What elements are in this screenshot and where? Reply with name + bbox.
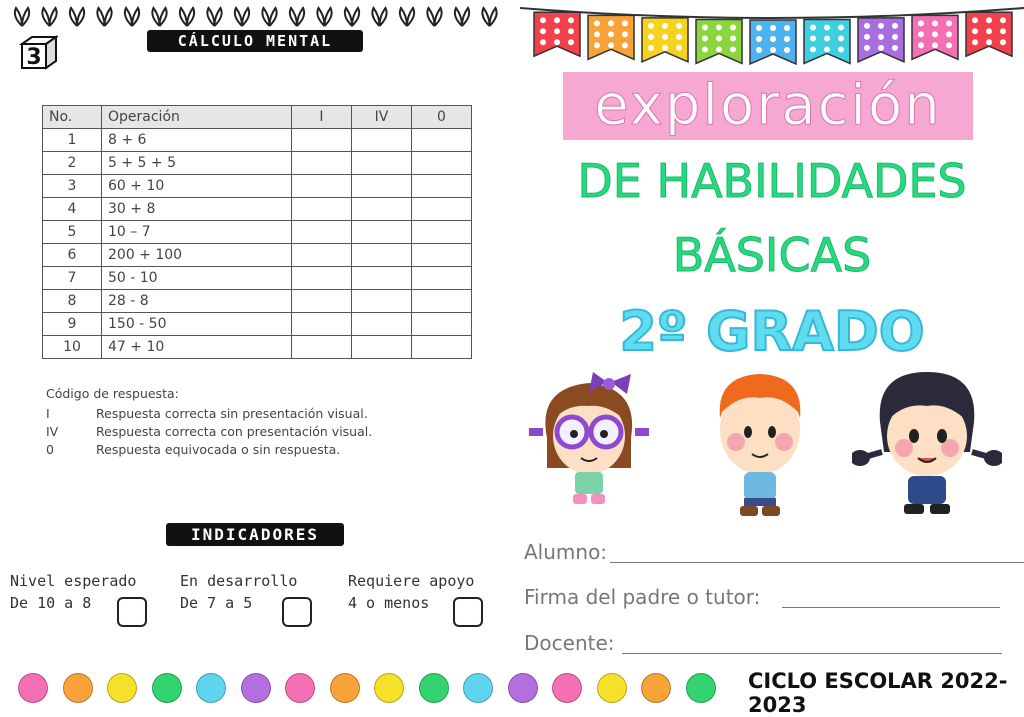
color-dot	[419, 673, 449, 703]
leaf-border-decoration	[10, 4, 500, 30]
answer-cell-0[interactable]	[412, 221, 472, 244]
color-dot	[107, 673, 137, 703]
leaf-sprig-icon	[290, 8, 304, 26]
parent-signature-line[interactable]	[782, 589, 1000, 608]
answer-cell-iv[interactable]	[352, 244, 412, 267]
answer-cell-iv[interactable]	[352, 175, 412, 198]
bunting-flag	[642, 18, 688, 62]
answer-cell-i[interactable]	[292, 244, 352, 267]
color-dot	[241, 673, 271, 703]
leaf-sprig-icon	[125, 8, 139, 26]
header-code-i: I	[292, 106, 352, 129]
color-dot	[18, 673, 48, 703]
leaf-sprig-icon	[42, 8, 56, 26]
answer-cell-iv[interactable]	[352, 221, 412, 244]
answer-cell-i[interactable]	[292, 221, 352, 244]
operation-cell: 30 + 8	[102, 198, 292, 221]
leaf-sprig-icon	[317, 8, 331, 26]
operation-cell: 10 – 7	[102, 221, 292, 244]
teacher-field[interactable]	[524, 631, 615, 655]
table-row	[43, 267, 472, 290]
grade-title: 2º GRADO	[619, 300, 925, 363]
header-code-iv: IV	[352, 106, 412, 129]
row-number-cell: 1	[43, 129, 102, 152]
leaf-sprig-icon	[455, 8, 469, 26]
indicator-label: En desarrollo	[180, 572, 298, 590]
answer-cell-iv[interactable]	[352, 313, 412, 336]
leaf-sprig-icon	[372, 8, 386, 26]
table-row	[43, 336, 472, 359]
answer-cell-iv[interactable]	[352, 267, 412, 290]
table-row	[43, 152, 472, 175]
teacher-label: Docente:	[524, 631, 615, 655]
color-dot	[463, 673, 493, 703]
bunting-flag	[858, 18, 904, 62]
row-number-cell: 6	[43, 244, 102, 267]
leaf-sprig-icon	[207, 8, 221, 26]
girl-with-pigtails-illustration	[852, 362, 1002, 518]
table-row	[43, 244, 472, 267]
operation-cell: 200 + 100	[102, 244, 292, 267]
answer-cell-i[interactable]	[292, 290, 352, 313]
answer-cell-0[interactable]	[412, 198, 472, 221]
exploration-title-box	[563, 72, 973, 140]
bunting-banner-decoration	[520, 0, 1024, 70]
row-number-cell: 3	[43, 175, 102, 198]
legend-row	[46, 404, 372, 424]
indicator-expected-checkbox[interactable]	[117, 597, 147, 627]
legend-code: I	[46, 406, 50, 421]
answer-cell-0[interactable]	[412, 267, 472, 290]
color-dot	[285, 673, 315, 703]
student-name-line[interactable]	[610, 544, 1024, 563]
operation-cell: 47 + 10	[102, 336, 292, 359]
color-dot	[641, 673, 671, 703]
table-row	[43, 175, 472, 198]
operation-cell: 50 - 10	[102, 267, 292, 290]
answer-cell-iv[interactable]	[352, 290, 412, 313]
leaf-sprig-icon	[262, 8, 276, 26]
legend-text: Respuesta correcta sin presentación visual.	[96, 406, 368, 421]
color-dot	[597, 673, 627, 703]
answer-cell-i[interactable]	[292, 198, 352, 221]
leaf-sprig-icon	[152, 8, 166, 26]
answer-cell-iv[interactable]	[352, 336, 412, 359]
answer-cell-i[interactable]	[292, 129, 352, 152]
girl-with-glasses-illustration	[527, 368, 652, 508]
bunting-flag	[750, 20, 796, 64]
legend-text: Respuesta equivocada o sin respuesta.	[96, 442, 341, 457]
basic-title-line: BÁSICAS	[672, 228, 872, 282]
operations-table	[42, 105, 472, 359]
header-no: No.	[43, 106, 102, 129]
color-dot	[508, 673, 538, 703]
leaf-sprig-icon	[427, 8, 441, 26]
color-dot	[152, 673, 182, 703]
bunting-flag	[588, 15, 634, 59]
color-dot	[196, 673, 226, 703]
indicator-range: De 10 a 8	[10, 594, 92, 612]
leaf-sprig-icon	[97, 8, 111, 26]
leaf-sprig-icon	[15, 8, 29, 26]
table-row	[43, 313, 472, 336]
row-number-cell: 10	[43, 336, 102, 359]
answer-cell-0[interactable]	[412, 290, 472, 313]
table-row	[43, 198, 472, 221]
answer-cell-iv[interactable]	[352, 198, 412, 221]
color-dot	[686, 673, 716, 703]
table-row	[43, 129, 472, 152]
answer-cell-0[interactable]	[412, 313, 472, 336]
bunting-flag	[804, 19, 850, 63]
indicator-label: Nivel esperado	[10, 572, 137, 590]
operation-cell: 28 - 8	[102, 290, 292, 313]
answer-cell-0[interactable]	[412, 336, 472, 359]
row-number-cell: 7	[43, 267, 102, 290]
legend-row	[46, 440, 372, 460]
operation-cell: 150 - 50	[102, 313, 292, 336]
legend-code: IV	[46, 424, 59, 439]
legend-code: 0	[46, 442, 54, 457]
leaf-sprig-icon	[235, 8, 249, 26]
svg-text:3: 3	[26, 45, 42, 70]
indicators-title: INDICADORES	[166, 523, 344, 546]
row-number-cell: 9	[43, 313, 102, 336]
mental-math-title: CÁLCULO MENTAL	[147, 30, 363, 52]
operation-cell: 8 + 6	[102, 129, 292, 152]
parent-signature-field[interactable]	[524, 585, 760, 609]
skills-title-line: DE HABILIDADES	[577, 154, 967, 208]
answer-cell-i[interactable]	[292, 152, 352, 175]
student-name-label: Alumno:	[524, 540, 608, 564]
response-code-legend	[46, 384, 372, 460]
answer-cell-0[interactable]	[412, 152, 472, 175]
leaf-sprig-icon	[345, 8, 359, 26]
indicator-label: Requiere apoyo	[348, 572, 475, 590]
indicator-developing-checkbox[interactable]	[282, 597, 312, 627]
answer-cell-i[interactable]	[292, 267, 352, 290]
header-code-0: 0	[412, 106, 472, 129]
row-number-cell: 4	[43, 198, 102, 221]
boy-illustration	[710, 368, 810, 518]
answer-cell-i[interactable]	[292, 336, 352, 359]
answer-cell-iv[interactable]	[352, 152, 412, 175]
indicator-range: 4 o menos	[348, 594, 430, 612]
answer-cell-i[interactable]	[292, 175, 352, 198]
answer-cell-0[interactable]	[412, 175, 472, 198]
color-dot	[374, 673, 404, 703]
legend-title: Código de respuesta:	[46, 386, 179, 401]
color-dot	[552, 673, 582, 703]
bunting-flag	[912, 15, 958, 59]
operation-cell: 5 + 5 + 5	[102, 152, 292, 175]
table-row	[43, 290, 472, 313]
row-number-cell: 8	[43, 290, 102, 313]
legend-text: Respuesta correcta con presentación visual.	[96, 424, 373, 439]
leaf-sprig-icon	[70, 8, 84, 26]
exploration-title: exploración	[594, 73, 942, 138]
answer-cell-i[interactable]	[292, 313, 352, 336]
color-dot	[330, 673, 360, 703]
row-number-cell: 2	[43, 152, 102, 175]
teacher-line[interactable]	[622, 635, 1002, 654]
answer-cell-0[interactable]	[412, 129, 472, 152]
table-header-row	[43, 106, 472, 129]
leaf-sprig-icon	[180, 8, 194, 26]
bunting-flag	[696, 19, 742, 63]
answer-cell-iv[interactable]	[352, 129, 412, 152]
operation-cell: 60 + 10	[102, 175, 292, 198]
bunting-flag	[966, 12, 1012, 56]
table-row	[43, 221, 472, 244]
row-number-cell: 5	[43, 221, 102, 244]
bunting-flag	[534, 12, 580, 56]
leaf-sprig-icon	[400, 8, 414, 26]
leaf-sprig-icon	[482, 8, 496, 26]
answer-cell-0[interactable]	[412, 244, 472, 267]
number-3-block-icon	[18, 34, 58, 70]
student-name-field[interactable]	[524, 540, 607, 564]
legend-row	[46, 422, 372, 442]
color-dot	[63, 673, 93, 703]
school-cycle-label: CICLO ESCOLAR 2022-2023	[748, 669, 1008, 717]
parent-signature-label: Firma del padre o tutor:	[524, 585, 761, 609]
indicator-range: De 7 a 5	[180, 594, 253, 612]
indicator-needs-support-checkbox[interactable]	[453, 597, 483, 627]
indicator-developing	[180, 570, 297, 614]
header-operation: Operación	[102, 106, 292, 129]
